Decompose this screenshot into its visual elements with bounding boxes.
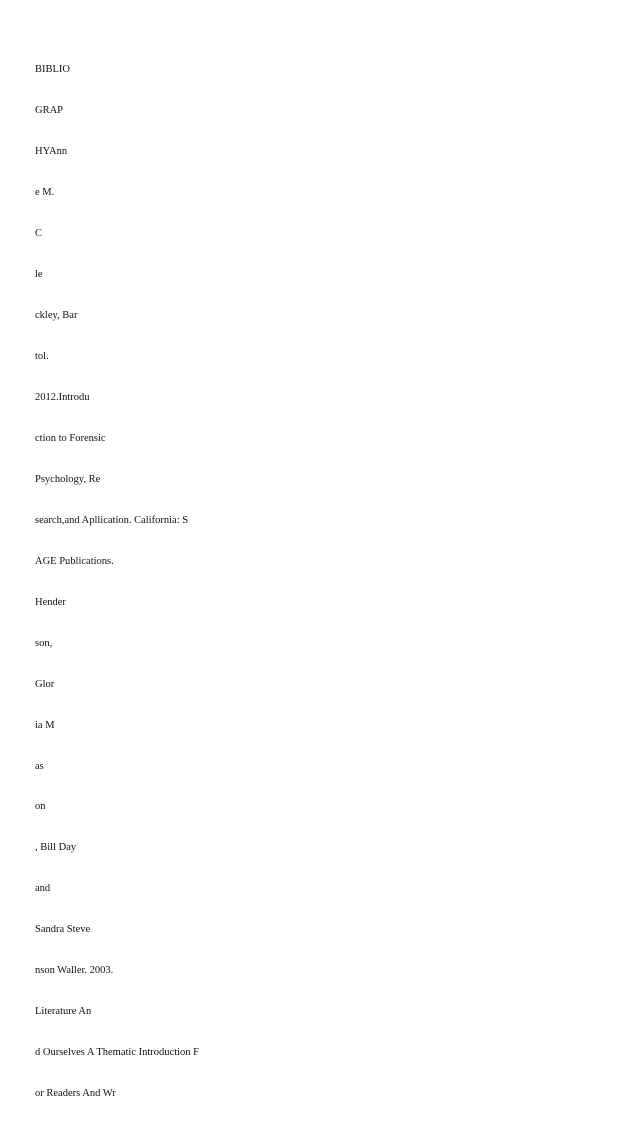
text-line: on <box>35 801 46 813</box>
text-line: Literature An <box>35 1006 92 1018</box>
text-line: GRAP <box>35 105 64 117</box>
text-line: HYAnn <box>35 146 68 158</box>
text-line: tol. <box>35 350 49 362</box>
text-line: nson Waller. 2003. <box>35 965 114 977</box>
text-line: Hender <box>35 596 66 608</box>
text-line: BIBLIO <box>35 64 70 76</box>
text-line: ia M <box>35 719 55 731</box>
text-line: 2012.Introdu <box>35 391 90 403</box>
text-line: AGE Publications. <box>35 555 114 567</box>
text-line: d Ourselves A Thematic Introduction F <box>35 1047 199 1059</box>
text-line: search,and Apllication. California: S <box>35 514 189 526</box>
bibliography-text <box>35 36 295 1128</box>
text-line: e M. <box>35 187 55 199</box>
text-line: Sandra Steve <box>35 924 91 936</box>
text-line: son, <box>35 637 53 649</box>
text-line: le <box>35 269 43 281</box>
text-line: ckley, Bar <box>35 310 78 322</box>
text-line: , Bill Day <box>35 842 77 854</box>
text-line: Glor <box>35 678 55 690</box>
text-line: and <box>35 883 51 895</box>
text-line: ction to Forensic <box>35 432 106 444</box>
text-line: as <box>35 760 44 772</box>
text-line: Psychology, Re <box>35 473 101 485</box>
text-line: or Readers And Wr <box>35 1088 116 1100</box>
text-line: C <box>35 228 43 240</box>
